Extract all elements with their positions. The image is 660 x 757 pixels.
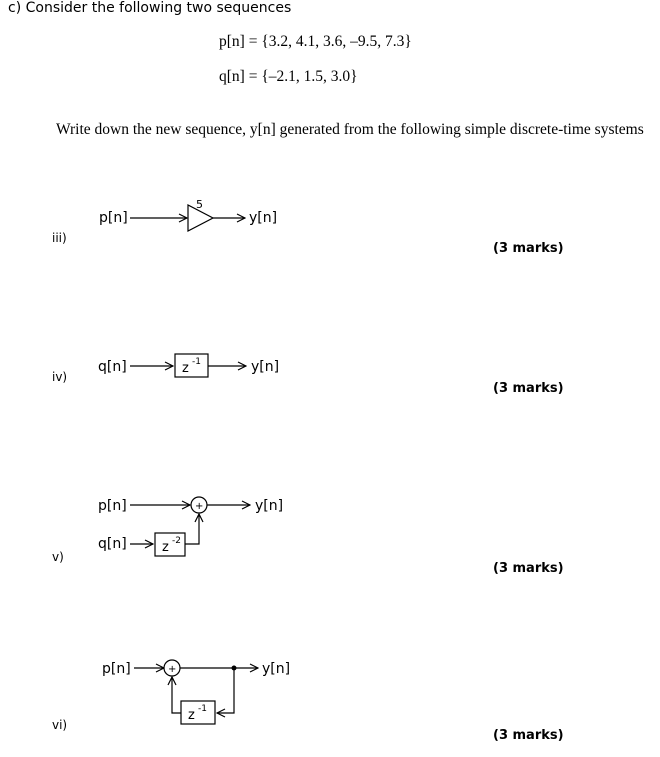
sequence-p: p[n] = {3.2, 4.1, 3.6, –9.5, 7.3} <box>219 33 412 50</box>
delay-iv-exp: -1 <box>192 357 201 367</box>
delay-v-exp: -2 <box>172 536 181 546</box>
instruction-text: Write down the new sequence, y[n] generated from the following simple discrete-time systems <box>56 121 644 138</box>
diagram-v-output: y[n] <box>255 498 284 514</box>
feedback-arrow <box>217 668 234 713</box>
feedback-return-arrow <box>172 677 181 713</box>
part-iv-label: iv) <box>52 370 68 384</box>
part-iv-marks: (3 marks) <box>493 381 564 396</box>
diagram-iv-input: q[n] <box>98 359 127 375</box>
diagram-vi-output: y[n] <box>262 661 291 677</box>
part-iii-marks: (3 marks) <box>493 241 564 256</box>
diagram-iv <box>98 354 279 377</box>
diagram-v-input-q: q[n] <box>98 536 127 552</box>
adder-v-plus: + <box>195 501 204 512</box>
part-vi-label: vi) <box>52 718 68 732</box>
part-v-label: v) <box>52 550 64 564</box>
diagram-iv-output: y[n] <box>251 359 280 375</box>
diagram-vi-input: p[n] <box>102 661 131 677</box>
delay-vi-exp: -1 <box>198 704 207 714</box>
delay-v-base: z <box>162 540 169 555</box>
diagram-iii-input: p[n] <box>99 210 128 226</box>
gain-label: 5 <box>196 198 203 211</box>
question-heading: c) Consider the following two sequences <box>8 0 292 16</box>
delay-iv-base: z <box>182 361 189 376</box>
adder-vi-plus: + <box>168 664 177 675</box>
diagram-iii <box>99 198 277 231</box>
sequence-q: q[n] = {–2.1, 1.5, 3.0} <box>219 68 358 85</box>
diagram-vi <box>102 660 290 724</box>
diagram-v-input-p: p[n] <box>98 498 127 514</box>
part-iii-label: iii) <box>52 231 67 245</box>
part-vi-marks: (3 marks) <box>493 728 564 743</box>
diagram-iii-output: y[n] <box>249 210 278 226</box>
delay-vi-base: z <box>188 708 195 723</box>
part-v-marks: (3 marks) <box>493 561 564 576</box>
diagram-v <box>98 497 283 556</box>
diagram-v-feed-arrow <box>185 514 199 544</box>
